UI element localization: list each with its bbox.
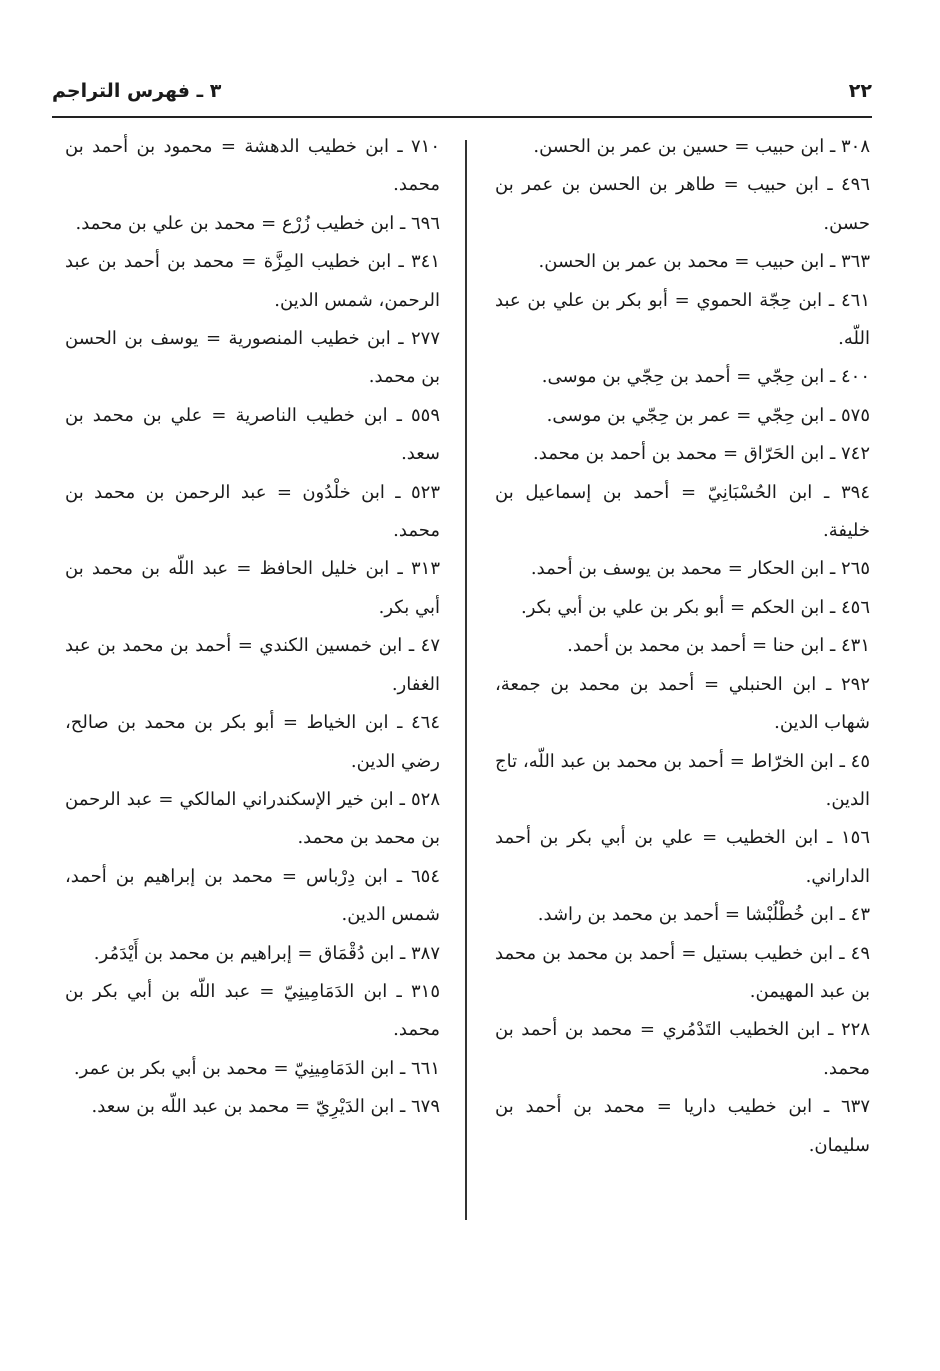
index-entry: ٤٩ ـ ابن خطيب بستيل = أحمد بن محمد بن محمد بن عبد المهيمن. <box>495 942 870 1002</box>
page-number: ٢٢ <box>848 80 872 102</box>
index-entry: ٥٧٥ ـ ابن حِجّي = عمر بن حِجّي بن موسى. <box>546 404 870 426</box>
entry-text: ابن خطيب الناصرية = علي بن محمد بن سعد. <box>65 404 440 465</box>
entry-number: ٣٨٧ <box>410 942 440 964</box>
entry-number: ٤٧ <box>420 635 440 657</box>
index-entry: ٦٦١ ـ ابن الدَمَامِينِيّ = محمد بن أبي بكر بن عمر. <box>73 1057 440 1079</box>
entry-text: ابن الدَمَامِينِيّ = محمد بن أبي بكر بن عمر. <box>73 1057 395 1079</box>
index-entry: ٣٩٤ ـ ابن الحُسْبَانِيّ = أحمد بن إسماعيل بن خليفة. <box>495 481 870 542</box>
entry-number: ٥٢٨ <box>410 788 440 810</box>
entry-number: ٤٩ <box>850 942 870 964</box>
index-entry: ٤٧ ـ ابن خمسين الكندي = أحمد بن محمد بن عبد الغفار. <box>65 635 440 695</box>
entry-text: ابن حِجّي = عمر بن حِجّي بن موسى. <box>546 404 825 426</box>
entry-number: ٦٩٦ <box>410 212 440 234</box>
entry-text: ابن الحكار = محمد بن يوسف بن أحمد. <box>530 558 825 580</box>
entry-number: ٤٦٤ <box>411 712 441 734</box>
entry-number: ٤٠٠ <box>840 366 870 388</box>
entry-text: ابن حِجّة الحموي = أبو بكر بن علي بن عبد اللّه. <box>495 289 870 350</box>
entry-text: ابن الحنبلي = أحمد بن محمد بن جمعة، شهاب الدين. <box>495 673 870 734</box>
entry-number: ٧٤٢ <box>840 443 870 465</box>
entry-number: ٢٦٥ <box>840 558 870 580</box>
index-entry: ٥٢٣ ـ ابن خلْدُون = عبد الرحمن بن محمد بن محمد. <box>65 481 441 542</box>
index-entry: ٦٥٤ ـ ابن دِرْباس = محمد بن إبراهيم بن أحمد، شمس الدين. <box>65 865 441 926</box>
index-entry: ١٥٦ ـ ابن الخطيب = علي بن أبي بكر بن أحمد الداراني. <box>495 827 870 887</box>
index-entry: ٢٢٨ ـ ابن الخطيب التَدْمُري = محمد بن أحمد بن محمد. <box>495 1019 871 1079</box>
section-title: ٣ ـ فهرس التراجم <box>52 80 222 102</box>
index-entry: ٤٠٠ ـ ابن حِجّي = أحمد بن حِجّي بن موسى. <box>541 366 870 388</box>
entry-text: ابن الخطيب = علي بن أبي بكر بن أحمد الداراني. <box>495 827 870 887</box>
index-entry: ٣٤١ ـ ابن خطيب المِزَّة = محمد بن أحمد بن عبد الرحمن، شمس الدين. <box>65 251 440 311</box>
index-entry: ٢٧٧ ـ ابن خطيب المنصورية = يوسف بن الحسن بن محمد. <box>65 328 441 388</box>
entry-number: ٥٧٥ <box>840 404 870 426</box>
entry-number: ٣١٥ <box>411 980 441 1002</box>
entry-number: ٤٥٦ <box>840 596 870 618</box>
entry-number: ٦٦١ <box>410 1057 440 1079</box>
index-entry: ٣٠٨ ـ ابن حبيب = حسين بن عمر بن الحسن. <box>533 136 870 157</box>
entry-text: ابن الحكم = أبو بكر بن علي بن أبي بكر. <box>521 596 825 618</box>
entry-number: ٧١٠ <box>410 136 440 157</box>
entry-text: ابن خطيب زُرْع = محمد بن علي بن محمد. <box>75 212 395 234</box>
entry-number: ٣٤١ <box>410 251 440 273</box>
index-entry: ٣١٥ ـ ابن الدَمَامِينِيّ = عبد اللّه بن أبي بكر بن محمد. <box>65 980 441 1041</box>
entry-number: ٥٢٣ <box>411 481 441 503</box>
entry-text: ابن حبيب = طاهر بن الحسن بن عمر بن حسن. <box>495 174 870 234</box>
index-entry: ٤٦١ ـ ابن حِجّة الحموي = أبو بكر بن علي بن عبد اللّه. <box>495 289 870 350</box>
entry-text: ابن خلْدُون = عبد الرحمن بن محمد بن محمد. <box>65 481 440 542</box>
column-divider <box>465 140 467 1220</box>
entry-number: ٢٢٨ <box>841 1019 871 1041</box>
index-entry: ٤٥ ـ ابن الخرّاط = أحمد بن محمد بن عبد اللّه، تاج الدين. <box>495 750 871 810</box>
index-entry: ٣٦٣ ـ ابن حبيب = محمد بن عمر بن الحسن. <box>538 251 870 273</box>
entry-number: ٤٦١ <box>840 289 870 311</box>
entry-text: ابن الخياط = أبو بكر بن محمد بن صالح، رضي الدين. <box>65 712 440 772</box>
entry-number: ٤٩٦ <box>840 174 870 196</box>
index-entry: ٢٦٥ ـ ابن الحكار = محمد بن يوسف بن أحمد. <box>530 558 870 580</box>
entry-number: ٣٠٨ <box>840 136 870 157</box>
index-column-right <box>495 128 870 1165</box>
entry-number: ٣٦٣ <box>840 251 870 273</box>
entry-number: ٤٣ <box>850 904 870 926</box>
entry-text: ابن حِجّي = أحمد بن حِجّي بن موسى. <box>541 366 825 388</box>
entry-number: ٦٥٤ <box>411 865 441 887</box>
entry-text: ابن الدَيْرِيّ = محمد بن عبد اللّه بن سعد. <box>91 1096 395 1118</box>
entry-text: ابن الخرّاط = أحمد بن محمد بن عبد اللّه، تاج الدين. <box>495 750 870 810</box>
entry-number: ٦٧٩ <box>410 1096 440 1118</box>
entry-number: ١٥٦ <box>840 827 870 849</box>
entry-number: ٥٥٩ <box>410 404 440 426</box>
entry-text: ابن خطيب داريا = محمد بن أحمد بن سليمان. <box>495 1096 870 1156</box>
entry-text: ابن خطيب بستيل = أحمد بن محمد بن محمد بن عبد المهيمن. <box>495 942 870 1002</box>
index-entry: ٤٣ ـ ابن خُطْلُبْشا = أحمد بن محمد بن راشد. <box>537 904 870 926</box>
entry-number: ٤٥ <box>850 750 871 772</box>
entry-text: ابن الحَرّاق = محمد بن أحمد بن محمد. <box>533 443 825 465</box>
entry-text: ابن الدَمَامِينِيّ = عبد اللّه بن أبي بكر بن محمد. <box>65 980 440 1041</box>
entry-text: ابن خير الإسكندراني المالكي = عبد الرحمن بن محمد بن محمد. <box>65 788 440 849</box>
entry-number: ٣١٣ <box>410 558 440 580</box>
entry-text: ابن دِرْباس = محمد بن إبراهيم بن أحمد، شمس الدين. <box>65 865 440 926</box>
index-entry: ٢٩٢ ـ ابن الحنبلي = أحمد بن محمد بن جمعة، شهاب الدين. <box>495 673 870 734</box>
entry-text: ابن خُطْلُبْشا = أحمد بن محمد بن راشد. <box>537 904 834 926</box>
index-entry: ٤٩٦ ـ ابن حبيب = طاهر بن الحسن بن عمر بن حسن. <box>495 174 870 234</box>
entry-number: ٢٧٧ <box>411 328 441 350</box>
entry-number: ٢٩٢ <box>840 673 870 695</box>
entry-text: ابن خطيب المِزَّة = محمد بن أحمد بن عبد الرحمن، شمس الدين. <box>65 251 440 311</box>
index-entry: ٦٩٦ ـ ابن خطيب زُرْع = محمد بن علي بن محمد. <box>75 212 440 234</box>
index-entry: ٦٧٩ ـ ابن الدَيْرِيّ = محمد بن عبد اللّه بن سعد. <box>91 1096 440 1118</box>
index-entry: ٤٥٦ ـ ابن الحكم = أبو بكر بن علي بن أبي بكر. <box>521 596 870 618</box>
entry-number: ٤٣١ <box>840 635 870 657</box>
entry-text: ابن خطيب المنصورية = يوسف بن الحسن بن محمد. <box>65 328 440 388</box>
page-header <box>52 78 872 118</box>
entry-text: ابن الحُسْبَانِيّ = أحمد بن إسماعيل بن خليفة. <box>495 481 870 542</box>
entry-text: ابن خطيب الدهشة = محمود بن أحمد بن محمد. <box>65 136 440 196</box>
index-entry: ٤٦٤ ـ ابن الخياط = أبو بكر بن محمد بن صالح، رضي الدين. <box>65 712 441 772</box>
index-entry: ٧١٠ ـ ابن خطيب الدهشة = محمود بن أحمد بن محمد. <box>65 136 440 196</box>
index-entry: ٦٣٧ ـ ابن خطيب داريا = محمد بن أحمد بن سليمان. <box>495 1096 870 1156</box>
index-entry: ٥٥٩ ـ ابن خطيب الناصرية = علي بن محمد بن سعد. <box>65 404 440 465</box>
index-entry: ٥٢٨ ـ ابن خير الإسكندراني المالكي = عبد الرحمن بن محمد بن محمد. <box>65 788 440 849</box>
entry-text: ابن حبيب = محمد بن عمر بن الحسن. <box>538 251 825 273</box>
index-entry: ٧٤٢ ـ ابن الحَرّاق = محمد بن أحمد بن محمد. <box>533 443 870 465</box>
index-column-left <box>65 128 440 1127</box>
index-entry: ٤٣١ ـ ابن حنا = أحمد بن محمد بن أحمد. <box>567 635 870 657</box>
index-entry: ٣٨٧ ـ ابن دُقْمَاق = إبراهيم بن محمد بن أَيْدَمُر. <box>93 942 440 964</box>
entry-number: ٦٣٧ <box>840 1096 870 1118</box>
entry-text: ابن حنا = أحمد بن محمد بن أحمد. <box>567 635 825 657</box>
entry-text: ابن دُقْمَاق = إبراهيم بن محمد بن أَيْدَمُر. <box>93 942 395 964</box>
index-entry: ٣١٣ ـ ابن خليل الحافظ = عبد اللّه بن محمد بن أبي بكر. <box>65 558 440 618</box>
entry-text: ابن حبيب = حسين بن عمر بن الحسن. <box>533 136 825 157</box>
entry-text: ابن خمسين الكندي = أحمد بن محمد بن عبد الغفار. <box>65 635 440 695</box>
entry-number: ٣٩٤ <box>840 481 870 503</box>
entry-text: ابن الخطيب التَدْمُري = محمد بن أحمد بن محمد. <box>495 1019 870 1079</box>
entry-text: ابن خليل الحافظ = عبد اللّه بن محمد بن أبي بكر. <box>65 558 440 618</box>
